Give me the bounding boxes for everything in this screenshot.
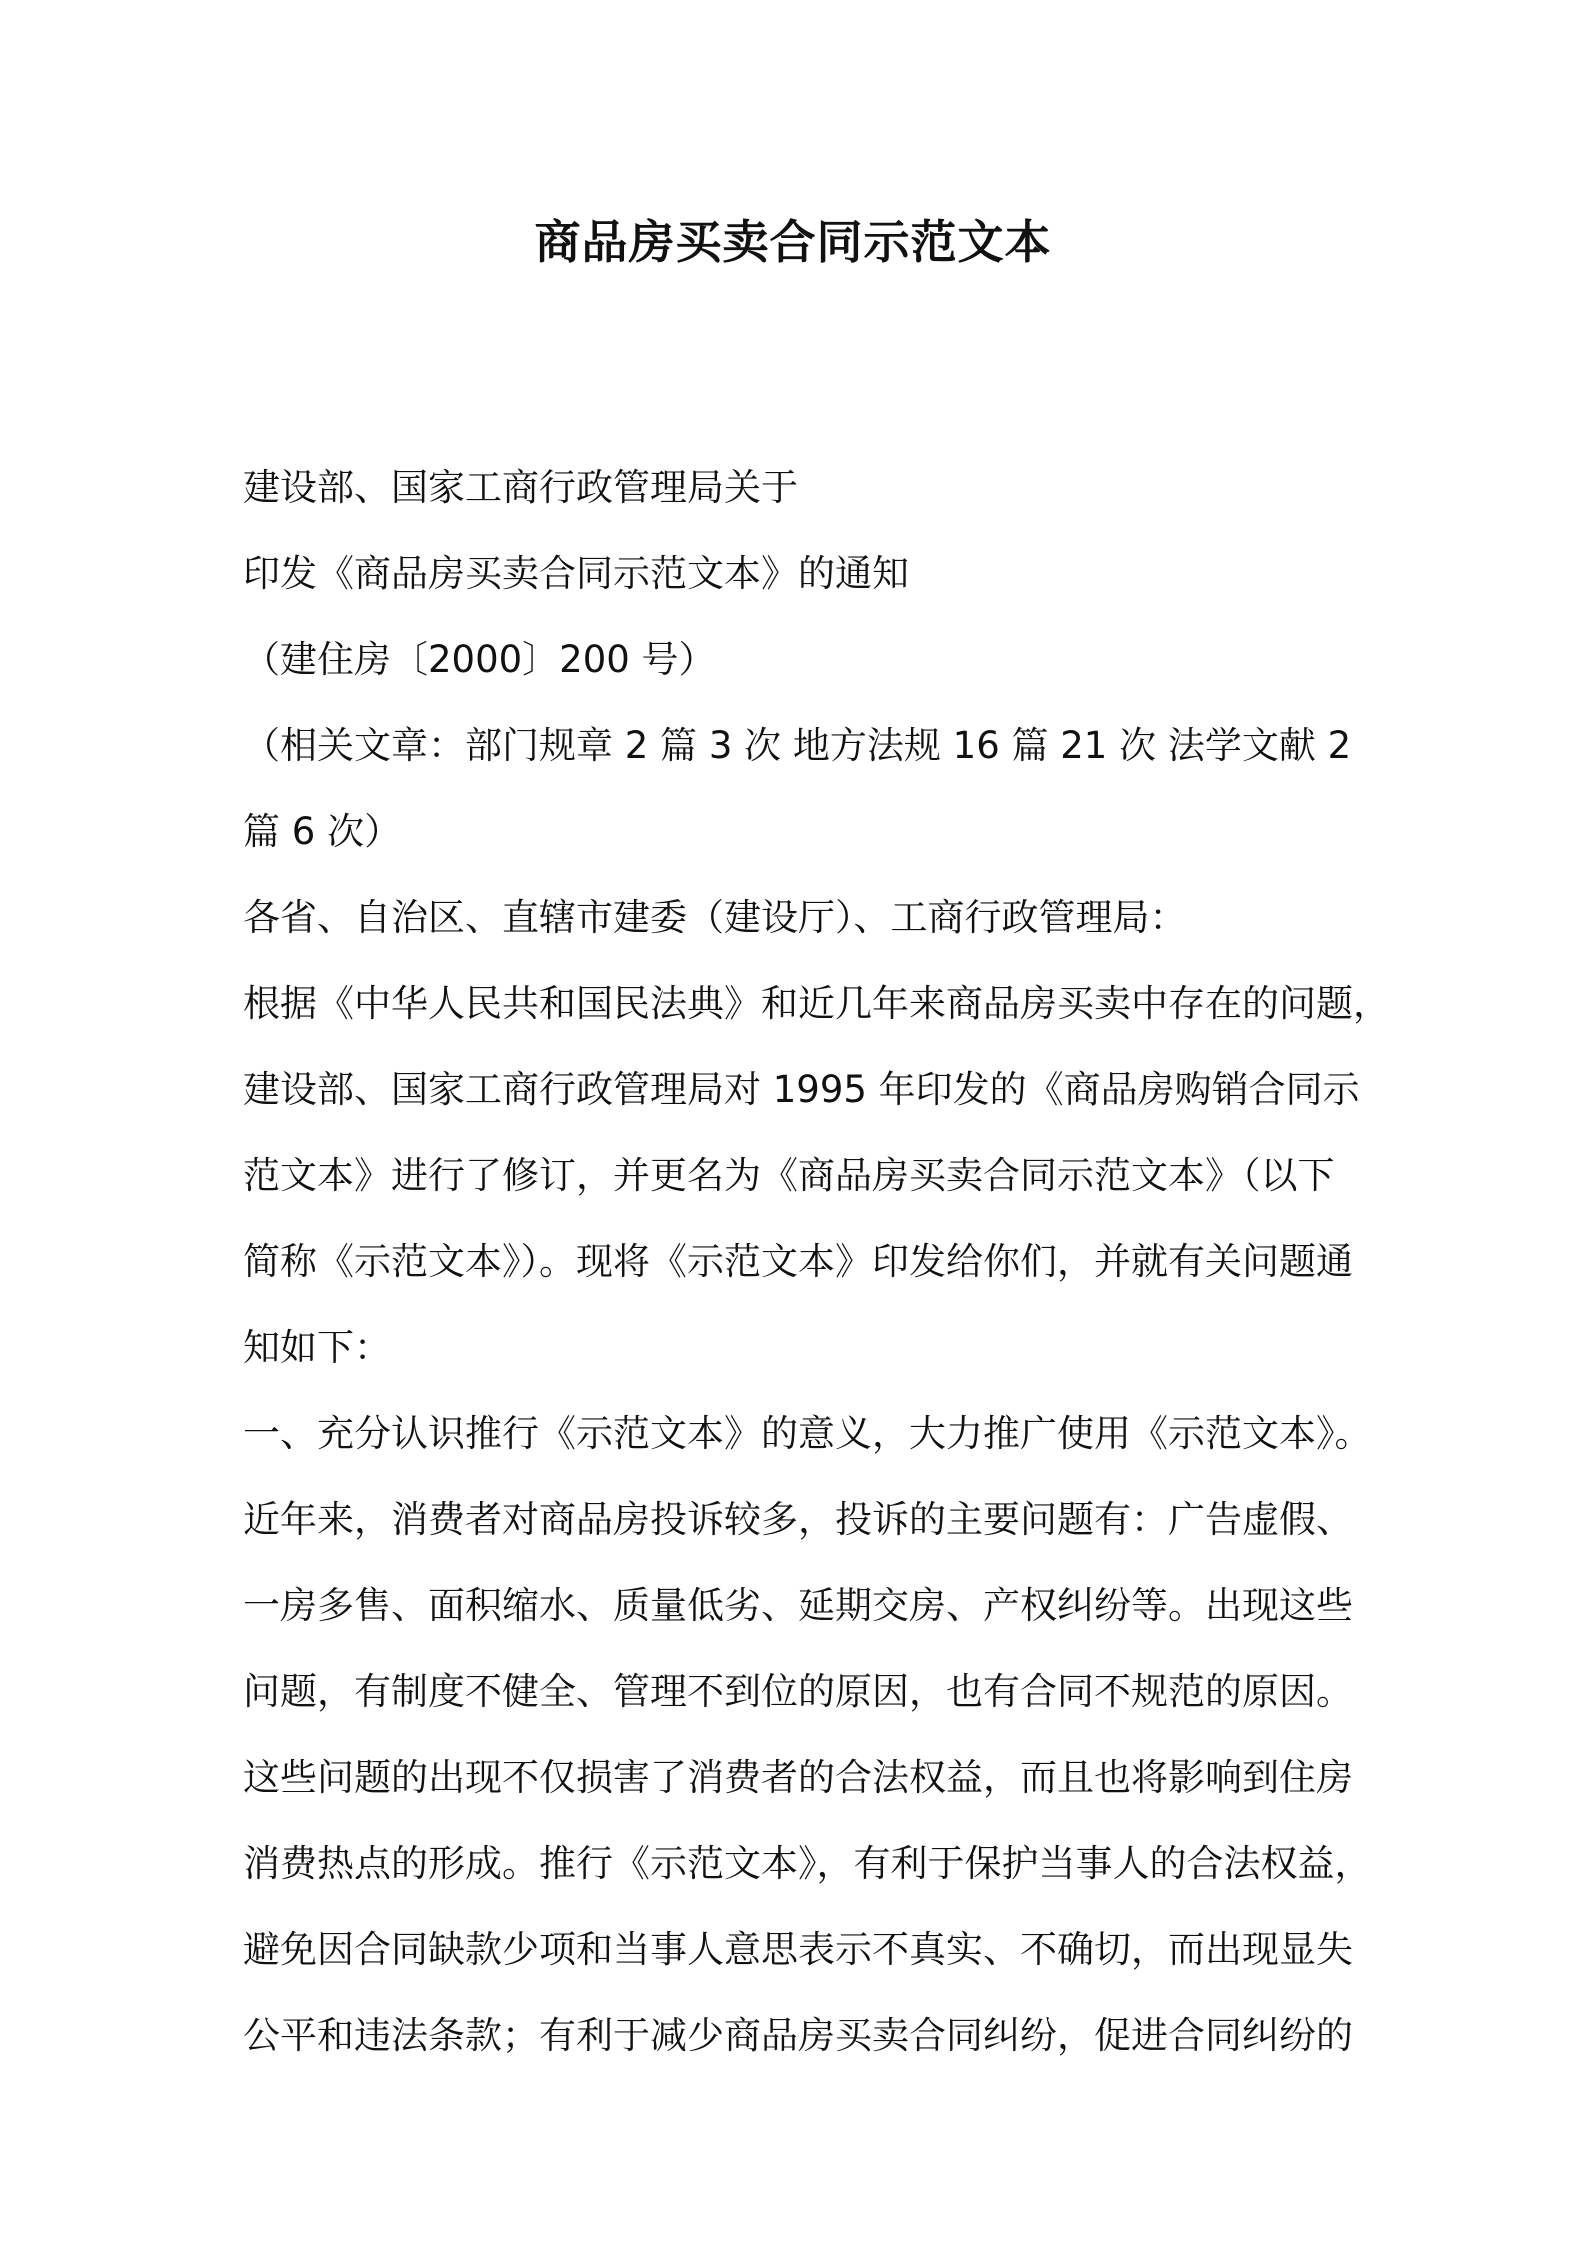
body-line: 一房多售、面积缩水、质量低劣、延期交房、产权纠纷等。出现这些 [243, 1584, 1353, 1627]
body-line: 根据《中华人民共和国民法典》和近几年来商品房买卖中存在的问题， [243, 982, 1390, 1025]
document-body [243, 445, 1390, 2079]
body-line: 这些问题的出现不仅损害了消费者的合法权益，而且也将影响到住房 [243, 1756, 1353, 1799]
body-line: （建住房〔2000〕200 号） [243, 638, 716, 681]
body-line: 各省、自治区、直辖市建委（建设厅）、工商行政管理局： [243, 896, 1187, 939]
body-line: 消费热点的形成。推行《示范文本》，有利于保护当事人的合法权益， [243, 1842, 1372, 1885]
body-line: 一、充分认识推行《示范文本》的意义，大力推广使用《示范文本》。 [243, 1412, 1372, 1455]
body-line: 近年来，消费者对商品房投诉较多，投诉的主要问题有：广告虚假、 [243, 1498, 1353, 1541]
body-line: 建设部、国家工商行政管理局关于 [243, 466, 798, 509]
body-line: 篇 6 次） [243, 810, 402, 853]
body-line: 印发《商品房买卖合同示范文本》的通知 [243, 552, 909, 595]
document-title: 商品房买卖合同示范文本 [534, 215, 1052, 269]
body-line: 问题，有制度不健全、管理不到位的原因，也有合同不规范的原因。 [243, 1670, 1353, 1713]
body-line: 避免因合同缺款少项和当事人意思表示不真实、不确切，而出现显失 [243, 1928, 1353, 1971]
body-line: 建设部、国家工商行政管理局对 1995 年印发的《商品房购销合同示 [243, 1068, 1360, 1111]
body-line: 简称《示范文本》）。现将《示范文本》印发给你们，并就有关问题通 [243, 1240, 1353, 1283]
body-line: （相关文章：部门规章 2 篇 3 次 地方法规 16 篇 21 次 法学文献 2 [243, 724, 1352, 767]
body-line: 范文本》进行了修订，并更名为《商品房买卖合同示范文本》（以下 [243, 1154, 1335, 1197]
body-line: 知如下： [243, 1326, 391, 1369]
body-line: 公平和违法条款；有利于减少商品房买卖合同纠纷，促进合同纠纷的 [243, 2014, 1353, 2057]
